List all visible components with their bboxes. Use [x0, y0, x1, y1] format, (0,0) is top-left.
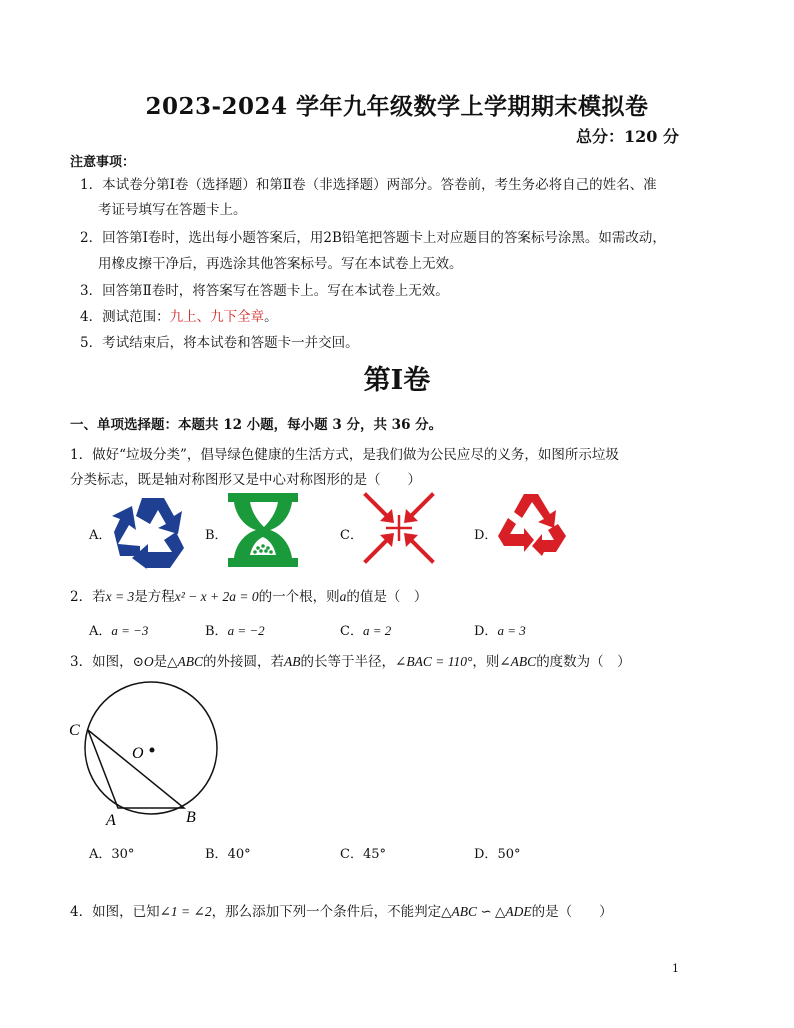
q2-option-c-label: C． [340, 624, 363, 639]
q3-option-c [340, 843, 386, 862]
total-score: 总分：120 分 [576, 127, 679, 146]
q3-p3: 的外接圆，若 [203, 654, 285, 670]
q2-option-c [340, 620, 391, 639]
triangle-abc [88, 730, 184, 808]
hourglass-icon [228, 493, 298, 567]
q2-option-d-value: a = 3 [497, 623, 526, 638]
q2-root: x = 3 [105, 589, 135, 604]
notice-item-4-prefix: 4．测试范围： [80, 309, 170, 325]
q3-option-c-label: C． [340, 847, 363, 862]
q3-option-d-label: D． [474, 847, 498, 862]
q4-p2: ，那么添加下列一个条件后，不能判定 [211, 904, 442, 920]
q3-option-a-value: 30° [111, 847, 135, 862]
q2-option-b [205, 620, 265, 639]
q3-stem [70, 650, 631, 670]
q3-option-b-label: B． [205, 847, 228, 862]
center-point [150, 748, 155, 753]
label-c: C [69, 722, 80, 739]
q3-angle-2: ∠ABC [499, 654, 537, 669]
exam-title: 2023-2024 学年九年级数学上学期期末模拟卷 [145, 93, 649, 120]
label-b: B [186, 809, 196, 826]
label-o: O [132, 745, 144, 762]
recycle-arrows-icon [112, 492, 194, 570]
q3-option-c-value: 45° [362, 847, 386, 862]
q3-p6: 的度数为（ ） [536, 654, 631, 670]
q2-option-a [89, 620, 148, 639]
q3-circle: ⊙O [132, 654, 154, 669]
q2-option-a-label: A． [89, 624, 112, 639]
q1-line-2: 分类标志，既是轴对称图形又是中心对称图形的是（ ） [70, 472, 421, 488]
q2-mid: 是方程 [134, 589, 175, 605]
q2-suffix: 的一个根，则 [258, 589, 340, 605]
q2-stem [70, 585, 427, 605]
q4-similarity: △ABC ∽ △ADE [441, 904, 532, 919]
q1-line-1: 1．做好“垃圾分类”，倡导绿色健康的生活方式，是我们做为公民应尽的义务，如图所示垃圾 [70, 447, 619, 463]
q2-end: 的值是（ ） [346, 589, 428, 605]
q3-p2: 是 [153, 654, 168, 670]
q4-stem [70, 900, 613, 920]
q1-option-c-label: C． [340, 528, 363, 543]
q3-option-d-value: 50° [497, 847, 521, 862]
notice-item-2-line-1: 2．回答第Ⅰ卷时，选出每小题答案后，用2B铅笔把答题卡上对应题目的答案标号涂黑。如需改动， [80, 230, 666, 246]
q2-option-d [474, 620, 526, 639]
q2-option-b-value: a = −2 [227, 623, 265, 638]
q2-option-d-label: D． [474, 624, 498, 639]
red-triangle-arrows-icon [496, 490, 568, 556]
q4-angle-equality: ∠1 = ∠2 [159, 904, 212, 919]
q1-option-b-label: B． [205, 528, 228, 543]
notice-item-2-line-2: 用橡皮擦干净后，再选涂其他答案标号。写在本试卷上无效。 [98, 256, 463, 272]
notice-item-5: 5．考试结束后，将本试卷和答题卡一并交回。 [80, 335, 359, 351]
part-1-heading: 一、单项选择题：本题共 12 小题，每小题 3 分，共 36 分。 [70, 417, 443, 433]
q2-option-a-value: a = −3 [111, 623, 149, 638]
q4-p1: 4．如图，已知 [70, 904, 160, 920]
section-title: 第Ⅰ卷 [363, 365, 431, 396]
q3-triangle: △ABC [167, 654, 204, 669]
notice-item-4-suffix: 。 [264, 309, 278, 325]
inward-arrows-icon [364, 493, 434, 563]
q3-segment: AB [284, 654, 301, 669]
q3-option-d [474, 843, 520, 862]
label-a: A [106, 812, 116, 829]
q3-angle: ∠BAC = 110° [395, 654, 473, 669]
test-scope: 九上、九下全章 [169, 309, 265, 325]
notice-heading: 注意事项： [70, 155, 136, 170]
q2-option-b-label: B． [205, 624, 228, 639]
circumcircle-figure [66, 686, 226, 836]
q1-option-a-label: A． [89, 528, 112, 543]
q1-option-d-label: D． [474, 528, 498, 543]
q2-equation: x² − x + 2a = 0 [174, 589, 259, 604]
q2-var: a [339, 589, 347, 604]
notice-item-1-line-2: 考证号填写在答题卡上。 [98, 202, 247, 218]
q3-p4: 的长等于半径， [300, 654, 396, 670]
q3-p1: 3．如图， [70, 654, 133, 670]
q3-p5: ，则 [472, 654, 500, 670]
notice-item-4 [80, 305, 278, 325]
q2-prefix: 2．若 [70, 589, 106, 605]
q4-p3: 的是（ ） [531, 904, 613, 920]
q2-option-c-value: a = 2 [362, 623, 392, 638]
q3-option-b-value: 40° [227, 847, 251, 862]
page-number: 1 [672, 962, 679, 975]
notice-item-3: 3．回答第Ⅱ卷时，将答案写在答题卡上。写在本试卷上无效。 [80, 283, 449, 299]
q3-option-b [205, 843, 251, 862]
q3-option-a [89, 843, 134, 862]
notice-item-1-line-1: 1．本试卷分第Ⅰ卷（选择题）和第Ⅱ卷（非选择题）两部分。答卷前，考生务必将自己的姓名、准 [80, 177, 657, 193]
q3-option-a-label: A． [89, 847, 112, 862]
